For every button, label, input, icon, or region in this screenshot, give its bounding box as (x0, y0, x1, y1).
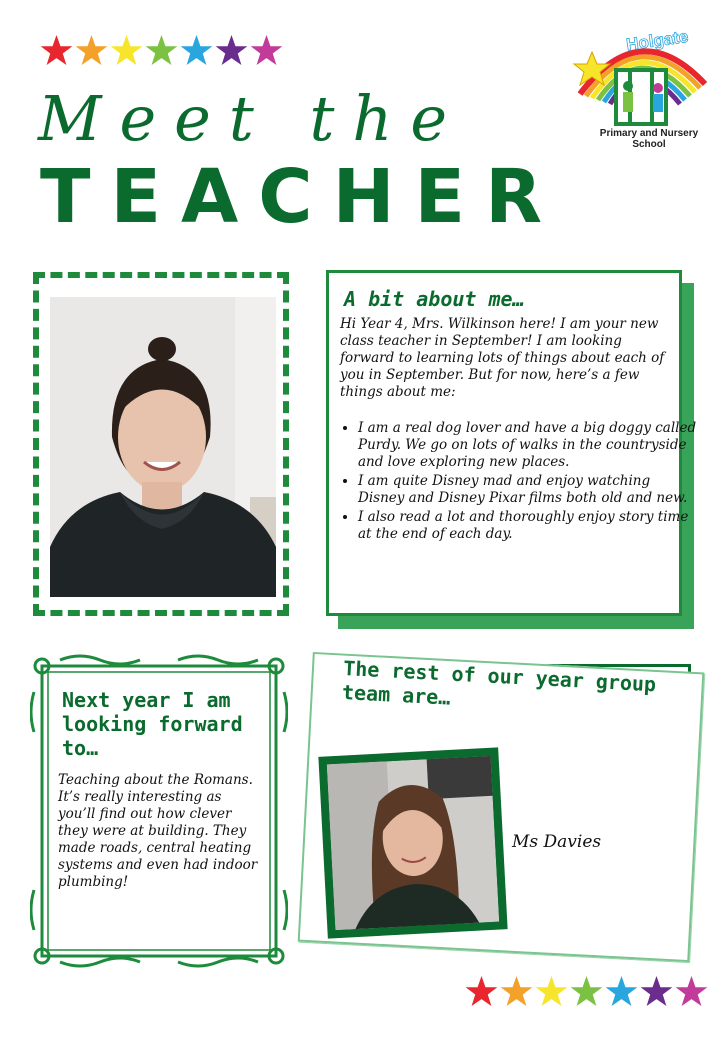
star-icon (465, 975, 498, 1008)
team-heading: The rest of our year group team are… (341, 656, 657, 710)
rainbow-stars-bottom (465, 975, 708, 1008)
star-icon (145, 34, 178, 67)
star-icon (40, 34, 73, 67)
star-icon (640, 975, 673, 1008)
teacher-photo (50, 297, 276, 597)
star-icon (535, 975, 568, 1008)
title-meet-the: Meet the (38, 82, 466, 155)
star-icon (250, 34, 283, 67)
next-year-body: Teaching about the Romans. It’s really interesting as you’ll find out how clever they were at building. They made roads, central heating systems and even had indoor plumbing! (58, 772, 258, 890)
about-list-item: • I am quite Disney mad and enjoy watching Disney and Disney Pixar films both old and new. (358, 473, 698, 507)
school-logo-caption: Primary and Nursery School (599, 128, 699, 150)
team-member-name: Ms Davies (512, 832, 602, 852)
about-list-item: • I also read a lot and thoroughly enjoy story time at the end of each day. (358, 509, 698, 543)
star-icon (570, 975, 603, 1008)
about-intro-text: Hi Year 4, Mrs. Wilkinson here! I am your new class teacher in September! I am looking forward to learning lots of things about each of you in September. But for now, here’s a few things about me: (340, 316, 665, 400)
star-icon (215, 34, 248, 67)
about-heading: A bit about me… (344, 287, 525, 311)
star-icon (180, 34, 213, 67)
star-icon (675, 975, 708, 1008)
star-icon (110, 34, 143, 67)
rainbow-stars-top (40, 34, 283, 67)
star-icon (605, 975, 638, 1008)
next-year-heading: Next year I am looking forward to… (62, 688, 243, 760)
about-list-item: • I am a real dog lover and have a big doggy called Purdy. We go on lots of walks in the countryside and love exploring new places. (358, 420, 698, 471)
star-icon (75, 34, 108, 67)
davies-photo (327, 756, 499, 930)
title-teacher: TEACHER (40, 154, 563, 240)
star-icon (500, 975, 533, 1008)
svg-text:Holgate: Holgate (625, 26, 690, 55)
about-list (336, 420, 698, 545)
